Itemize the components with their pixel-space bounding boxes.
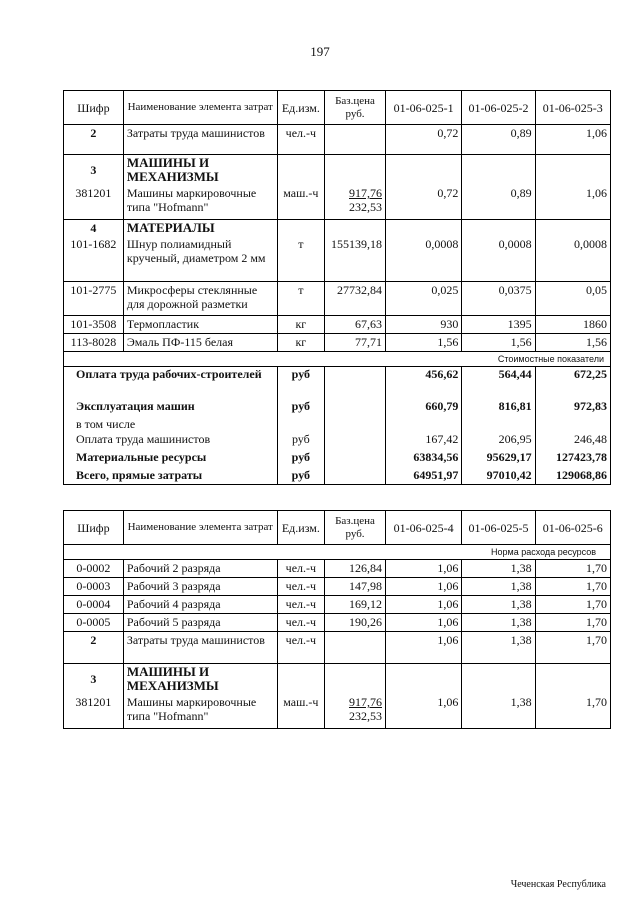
table-header-row <box>64 91 611 125</box>
table-row <box>64 316 611 334</box>
row-name: Рабочий 4 разряда <box>123 596 277 614</box>
consumption-rate-caption: Норма расхода ресурсов <box>64 545 611 560</box>
row-value-3: 1,70 <box>535 614 610 632</box>
header-col-1: 01-06-025-1 <box>385 91 461 125</box>
row-unit: т <box>277 282 324 316</box>
row-value-1: 1,06 <box>385 614 461 632</box>
summary-row <box>64 417 611 432</box>
summary-name: Эксплуатация машин <box>64 399 278 417</box>
row-price-empty <box>325 632 386 664</box>
row-value-2: 1,38 <box>462 596 535 614</box>
empty-cell <box>462 155 535 186</box>
empty-cell <box>325 468 386 485</box>
header-base-price: Баз.цена руб. <box>325 91 386 125</box>
row-name: Рабочий 3 разряда <box>123 578 277 596</box>
row-value-3: 1,70 <box>535 694 610 728</box>
row-price-main: 917,76 <box>348 186 382 200</box>
row-value-1: 1,06 <box>385 578 461 596</box>
empty-cell <box>385 155 461 186</box>
table-row <box>64 578 611 596</box>
row-value-3: 1,70 <box>535 596 610 614</box>
empty-cell <box>385 417 461 432</box>
row-name: Рабочий 2 разряда <box>123 560 277 578</box>
header-col-1: 01-06-025-4 <box>385 511 461 545</box>
row-code: 381201 <box>64 694 124 728</box>
header-col-3: 01-06-025-3 <box>535 91 610 125</box>
empty-cell <box>325 399 386 417</box>
row-name: Затраты труда машинистов <box>123 632 277 664</box>
empty-cell <box>325 417 386 432</box>
row-value-2: 1,38 <box>462 614 535 632</box>
row-value-3: 0,0008 <box>535 236 610 282</box>
summary-value-3: 972,83 <box>535 399 610 417</box>
table-row <box>64 694 611 728</box>
row-unit: т <box>277 236 324 282</box>
row-unit: чел.-ч <box>277 596 324 614</box>
row-name: Термопластик <box>123 316 277 334</box>
cost-indicators-caption: Стоимостные показатели <box>64 352 611 367</box>
summary-row <box>64 450 611 468</box>
row-value-1: 0,72 <box>385 125 461 155</box>
footer-region: Чеченская Республика <box>510 879 606 890</box>
summary-value-2: 816,81 <box>462 399 535 417</box>
table-row <box>64 185 611 219</box>
row-value-1: 0,72 <box>385 185 461 219</box>
row-code: 101-2775 <box>64 282 124 316</box>
row-name: Эмаль ПФ-115 белая <box>123 334 277 352</box>
row-value-1: 1,06 <box>385 694 461 728</box>
row-code: 0-0002 <box>64 560 124 578</box>
empty-cell <box>277 417 324 432</box>
row-code: 0-0004 <box>64 596 124 614</box>
row-code: 101-3508 <box>64 316 124 334</box>
row-value-3: 1,06 <box>535 125 610 155</box>
section-code: 3 <box>64 664 124 695</box>
row-value-1: 930 <box>385 316 461 334</box>
caption-row <box>64 352 611 367</box>
summary-row <box>64 367 611 399</box>
summary-value-2: 206,95 <box>462 432 535 450</box>
summary-unit: руб <box>277 399 324 417</box>
table-row <box>64 614 611 632</box>
resource-table-2 <box>63 510 611 729</box>
row-name: Шнур полиамидный крученый, диаметром 2 мм <box>123 236 277 282</box>
summary-value-1: 64951,97 <box>385 468 461 485</box>
summary-row <box>64 432 611 450</box>
row-unit: кг <box>277 334 324 352</box>
row-price: 169,12 <box>325 596 386 614</box>
empty-cell <box>325 432 386 450</box>
row-price: 67,63 <box>325 316 386 334</box>
row-code: 0-0003 <box>64 578 124 596</box>
empty-cell <box>325 664 386 695</box>
empty-cell <box>325 219 386 236</box>
row-unit: маш.-ч <box>277 185 324 219</box>
header-base-price: Баз.цена руб. <box>325 511 386 545</box>
table-row <box>64 282 611 316</box>
header-code: Шифр <box>64 511 124 545</box>
empty-cell <box>277 155 324 186</box>
row-price <box>325 185 386 219</box>
summary-unit: руб <box>277 367 324 399</box>
empty-cell <box>385 664 461 695</box>
summary-name: Материальные ресурсы <box>64 450 278 468</box>
row-value-2: 1,38 <box>462 578 535 596</box>
row-value-3: 1,56 <box>535 334 610 352</box>
row-name: Машины маркировочные типа "Hofmann" <box>123 185 277 219</box>
row-price-main: 917,76 <box>348 695 382 709</box>
empty-cell <box>535 155 610 186</box>
summary-value-3: 246,48 <box>535 432 610 450</box>
row-code: 2 <box>64 125 124 155</box>
summary-name: Оплата труда рабочих-строителей <box>64 367 278 399</box>
row-unit: чел.-ч <box>277 578 324 596</box>
header-code: Шифр <box>64 91 124 125</box>
empty-cell <box>462 417 535 432</box>
row-value-3: 1,70 <box>535 578 610 596</box>
summary-value-3: 672,25 <box>535 367 610 399</box>
page-number: 197 <box>310 44 330 59</box>
table-row <box>64 125 611 155</box>
empty-cell <box>462 664 535 695</box>
row-value-1: 1,56 <box>385 334 461 352</box>
row-value-2: 0,89 <box>462 185 535 219</box>
section-row <box>64 664 611 695</box>
header-col-2: 01-06-025-5 <box>462 511 535 545</box>
row-value-3: 1,70 <box>535 560 610 578</box>
empty-cell <box>462 219 535 236</box>
empty-cell <box>325 155 386 186</box>
empty-cell <box>535 417 610 432</box>
row-price-empty <box>325 125 386 155</box>
row-code: 101-1682 <box>64 236 124 282</box>
row-code: 0-0005 <box>64 614 124 632</box>
empty-cell <box>325 367 386 399</box>
row-value-2: 1,38 <box>462 694 535 728</box>
row-value-2: 0,0375 <box>462 282 535 316</box>
header-unit: Ед.изм. <box>277 91 324 125</box>
row-price-secondary: 232,53 <box>348 200 382 214</box>
summary-row <box>64 399 611 417</box>
summary-row <box>64 468 611 485</box>
row-unit: чел.-ч <box>277 632 324 664</box>
table-row <box>64 236 611 282</box>
row-price: 155139,18 <box>325 236 386 282</box>
row-value-1: 0,0008 <box>385 236 461 282</box>
row-value-1: 1,06 <box>385 560 461 578</box>
header-col-3: 01-06-025-6 <box>535 511 610 545</box>
row-price: 147,98 <box>325 578 386 596</box>
empty-cell <box>325 450 386 468</box>
row-unit: чел.-ч <box>277 614 324 632</box>
row-name: Машины маркировочные типа "Hofmann" <box>123 694 277 728</box>
summary-value-1: 456,62 <box>385 367 461 399</box>
row-name: Рабочий 5 разряда <box>123 614 277 632</box>
row-value-2: 0,89 <box>462 125 535 155</box>
row-value-2: 1,56 <box>462 334 535 352</box>
table-row <box>64 596 611 614</box>
summary-unit: руб <box>277 450 324 468</box>
row-unit: маш.-ч <box>277 694 324 728</box>
row-value-2: 1,38 <box>462 632 535 664</box>
section-code: 4 <box>64 219 124 236</box>
header-unit: Ед.изм. <box>277 511 324 545</box>
table-row <box>64 632 611 664</box>
summary-value-2: 97010,42 <box>462 468 535 485</box>
row-price: 27732,84 <box>325 282 386 316</box>
resource-table-1 <box>63 90 611 485</box>
row-unit: кг <box>277 316 324 334</box>
row-value-3: 1860 <box>535 316 610 334</box>
summary-name: Всего, прямые затраты <box>64 468 278 485</box>
summary-value-3: 127423,78 <box>535 450 610 468</box>
row-name: Затраты труда машинистов <box>123 125 277 155</box>
summary-value-2: 564,44 <box>462 367 535 399</box>
summary-unit: руб <box>277 468 324 485</box>
empty-cell <box>277 664 324 695</box>
header-name: Наименование элемента затрат <box>123 91 277 125</box>
row-value-2: 1,38 <box>462 560 535 578</box>
summary-value-1: 63834,56 <box>385 450 461 468</box>
section-row <box>64 219 611 236</box>
row-value-1: 0,025 <box>385 282 461 316</box>
empty-cell <box>535 219 610 236</box>
row-price: 126,84 <box>325 560 386 578</box>
row-unit: чел.-ч <box>277 560 324 578</box>
row-code: 113-8028 <box>64 334 124 352</box>
table-row <box>64 560 611 578</box>
row-name: Микросферы стеклянные для дорожной разметки <box>123 282 277 316</box>
row-price-secondary: 232,53 <box>348 709 382 723</box>
row-value-3: 1,06 <box>535 185 610 219</box>
empty-cell <box>385 219 461 236</box>
row-code: 381201 <box>64 185 124 219</box>
row-unit: чел.-ч <box>277 125 324 155</box>
table-row <box>64 334 611 352</box>
row-value-1: 1,06 <box>385 632 461 664</box>
row-code: 2 <box>64 632 124 664</box>
summary-name: Оплата труда машинистов <box>64 432 278 450</box>
summary-value-3: 129068,86 <box>535 468 610 485</box>
section-title: МАШИНЫ И МЕХАНИЗМЫ <box>123 155 277 186</box>
header-name: Наименование элемента затрат <box>123 511 277 545</box>
empty-cell <box>535 664 610 695</box>
row-price <box>325 694 386 728</box>
section-row <box>64 155 611 186</box>
summary-value-1: 660,79 <box>385 399 461 417</box>
row-value-2: 1395 <box>462 316 535 334</box>
row-price: 77,71 <box>325 334 386 352</box>
including-label: в том числе <box>64 417 278 432</box>
summary-value-2: 95629,17 <box>462 450 535 468</box>
row-value-3: 0,05 <box>535 282 610 316</box>
row-value-1: 1,06 <box>385 596 461 614</box>
summary-unit: руб <box>277 432 324 450</box>
table-header-row <box>64 511 611 545</box>
section-code: 3 <box>64 155 124 186</box>
summary-value-1: 167,42 <box>385 432 461 450</box>
row-value-3: 1,70 <box>535 632 610 664</box>
empty-cell <box>277 219 324 236</box>
section-title: МАТЕРИАЛЫ <box>123 219 277 236</box>
row-value-2: 0,0008 <box>462 236 535 282</box>
caption-row <box>64 545 611 560</box>
row-price: 190,26 <box>325 614 386 632</box>
section-title: МАШИНЫ И МЕХАНИЗМЫ <box>123 664 277 695</box>
header-col-2: 01-06-025-2 <box>462 91 535 125</box>
